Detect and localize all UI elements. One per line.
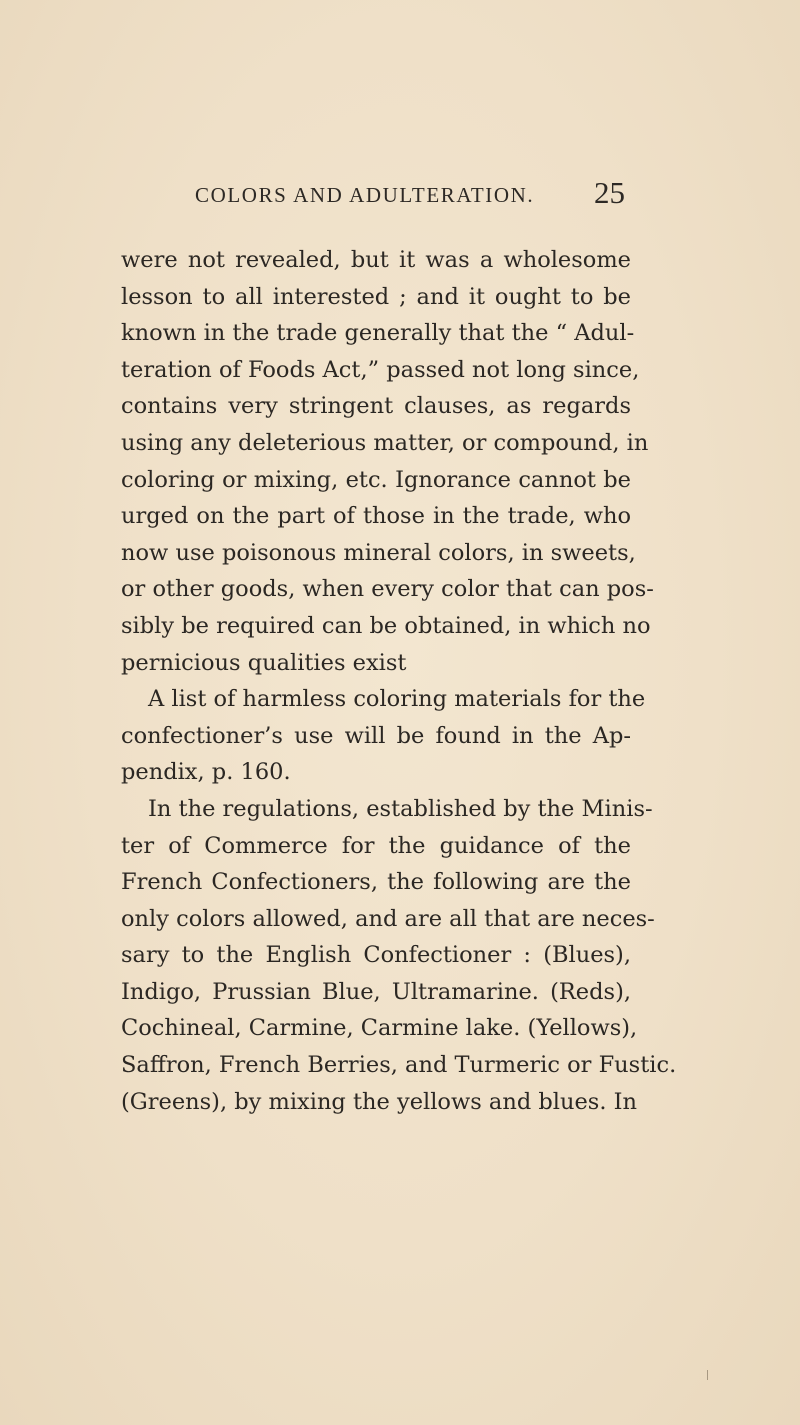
text-line: known in the trade generally that the “ Adul- [121, 320, 635, 347]
running-head [195, 175, 625, 215]
text-line: using any deleterious matter, or compound, in [121, 429, 649, 456]
text-line: teration of Foods Act,” passed not long since, [121, 356, 640, 383]
text-line: sibly be required can be obtained, in which no [121, 612, 651, 639]
running-title: COLORS AND ADULTERATION. [195, 183, 535, 207]
text-line: sary to the English Confectioner : (Blues), [121, 942, 631, 969]
paper-speck [707, 1370, 708, 1380]
text-line: coloring or mixing, etc. Ignorance cannot be [121, 466, 631, 493]
text-line: were not revealed, but it was a wholesome [121, 247, 631, 273]
text-line: or other goods, when every color that can pos- [121, 576, 654, 603]
text-line: urged on the part of those in the trade, who [121, 503, 631, 530]
text-line: (Greens), by mixing the yellows and blues. In [121, 1088, 638, 1115]
text-line: Indigo, Prussian Blue, Ultramarine. (Reds), [121, 978, 631, 1005]
text-line: French Confectioners, the following are the [121, 869, 631, 896]
text-line: Cochineal, Carmine, Carmine lake. (Yellows), [121, 1015, 638, 1042]
text-line: pernicious qualities exist [121, 649, 407, 676]
text-line: ter of Commerce for the guidance of the [121, 832, 631, 859]
text-line: now use poisonous mineral colors, in sweets, [121, 539, 636, 566]
text-line: confectioner’s use will be found in the Ap- [121, 722, 631, 749]
text-line: In the regulations, established by the Minis- [148, 795, 653, 822]
text-line: contains very stringent clauses, as regards [121, 393, 631, 420]
text-line: lesson to all interested ; and it ought to be [121, 283, 631, 310]
page-number: 25 [594, 175, 625, 210]
text-line: Saffron, French Berries, and Turmeric or Fustic. [121, 1052, 677, 1079]
text-line: only colors allowed, and are all that are neces- [121, 905, 655, 932]
text-line: A list of harmless coloring materials for the [148, 686, 646, 713]
body-text [121, 242, 677, 1120]
text-line: pendix, p. 160. [121, 759, 291, 786]
